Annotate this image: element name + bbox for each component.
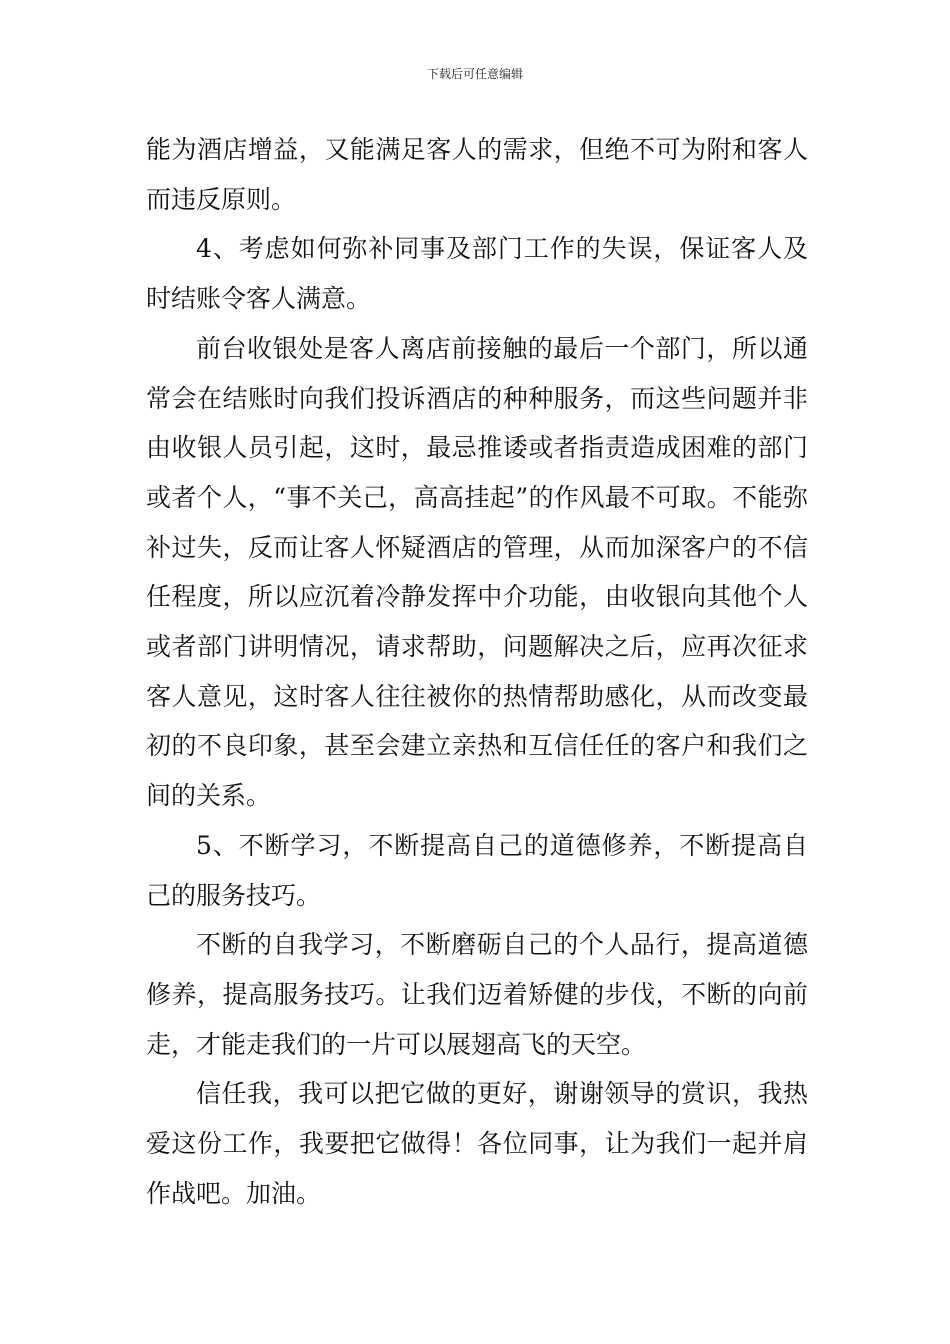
paragraph-continued: 能为酒店增益，又能满足客人的需求，但绝不可为附和客人而违反原则。	[146, 135, 808, 214]
paragraph-closing: 信任我，我可以把它做的更好，谢谢领导的赏识，我热爱这份工作，我要把它做得！各位同事，让为我们一起并肩作战吧。加油。	[146, 1079, 808, 1208]
page-header: 下载后可任意编辑	[426, 67, 523, 81]
document-body	[146, 125, 808, 1218]
paragraph-item-4: 4、考虑如何弥补同事及部门工作的失误，保证客人及时结账令客人满意。	[146, 234, 808, 314]
paragraph-cashier-desk: 前台收银处是客人离店前接触的最后一个部门，所以通常会在结账时向我们投诉酒店的种种服务，而这些问题并非由收银人员引起，这时，最忌推诿或者指责造成困难的部门或者个人，“事不关己，高高挂起”的作风最不可取。不能弥补过失，反而让客人怀疑酒店的管理，从而加深客户的不信任程度，所以应沉着冷静发挥中介功能，由收银向其他个人或者部门讲明情况，请求帮助，问题解决之后，应再次征求客人意见，这时客人往往被你的热情帮助感化，从而改变最初的不良印象，甚至会建立亲热和互信任任的客户和我们之间的关系。	[146, 333, 808, 811]
paragraph-self-learning: 不断的自我学习，不断磨砺自己的个人品行，提高道德修养，提高服务技巧。让我们迈着矫健的步伐，不断的向前走，才能走我们的一片可以展翅高飞的天空。	[146, 930, 808, 1059]
paragraph-item-5: 5、不断学习，不断提高自己的道德修养，不断提高自己的服务技巧。	[146, 830, 808, 910]
